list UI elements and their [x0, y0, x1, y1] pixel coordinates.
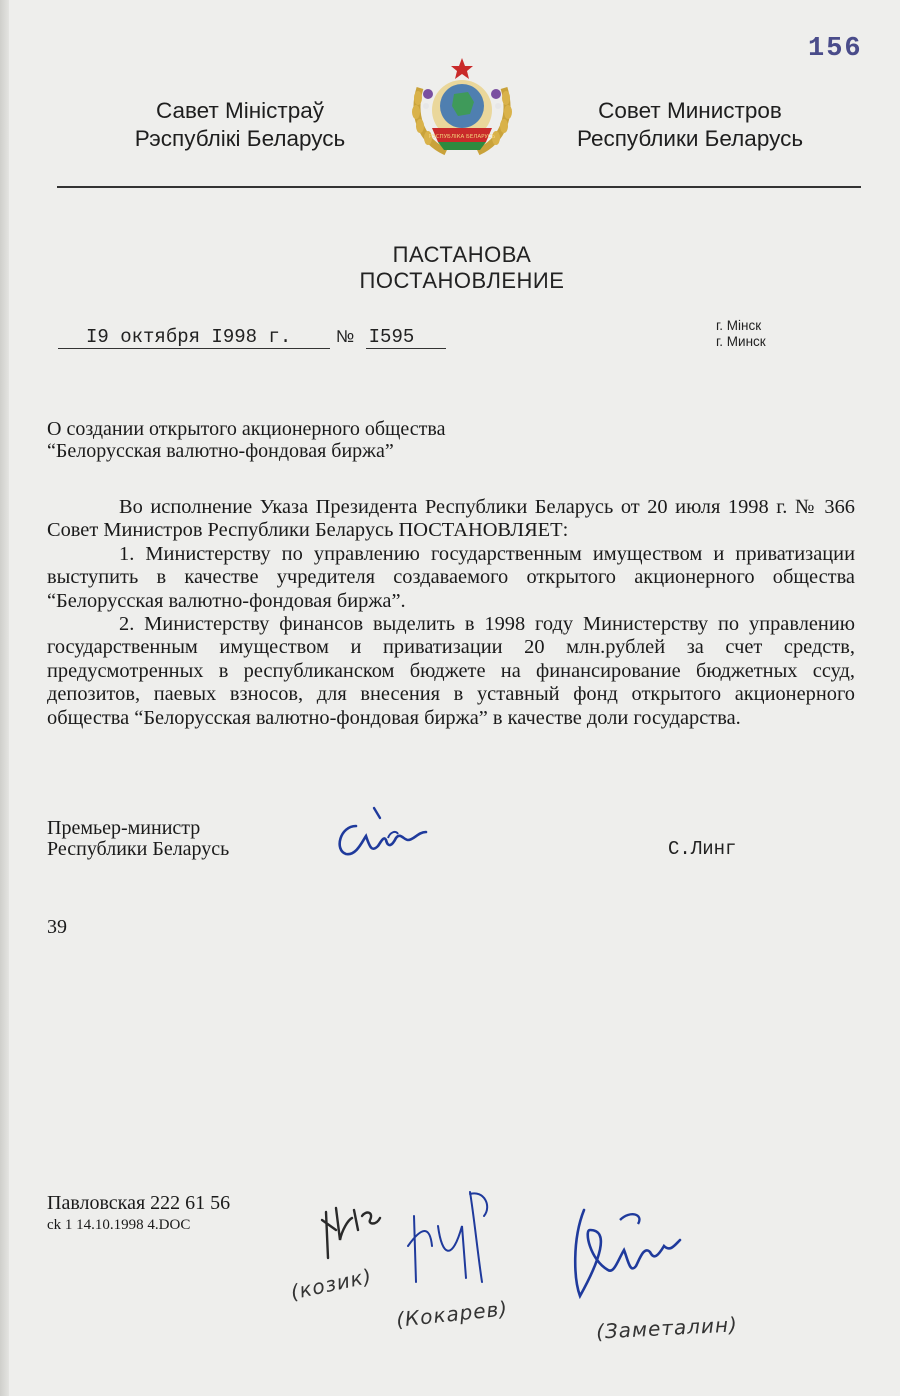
binding-edge: [0, 0, 9, 1396]
header-right-line2: Республики Беларусь: [576, 126, 804, 151]
visa-label-kokarev: (Кокарев): [395, 1296, 510, 1332]
header-right-line1: Совет Министров: [598, 98, 782, 123]
executor-name-phone: Павловская 222 61 56: [47, 1192, 231, 1214]
body-preamble: Во исполнение Указа Президента Республики Беларусь от 20 июля 1998 г. № 366 Совет Министров Республики Беларусь ПОСТАНОВЛЯЕТ:: [47, 496, 855, 542]
city-ru: г. Минск: [716, 334, 766, 349]
visa-signature-kokarev: [404, 1186, 500, 1296]
subject-line1: О создании открытого акционерного общества: [47, 418, 446, 440]
header-left: [110, 97, 370, 153]
header-left-line1: Савет Міністраў: [155, 98, 325, 123]
body-item-1: 1. Министерству по управлению государственным имуществом и приватизации выступить в качестве учредителя создаваемого открытого акционерного общества “Белорусская валютно-фондовая биржа”.: [47, 542, 855, 612]
signature-ling: [326, 796, 436, 868]
visa-label-kozik: (козик): [288, 1263, 375, 1305]
number-label: №: [336, 327, 355, 346]
signatory-title: [47, 818, 229, 860]
document-type-by: ПАСТАНОВА: [392, 242, 532, 267]
signatory-title-line2: Республики Беларусь: [47, 838, 230, 860]
signatory-title-line1: Премьер-министр: [47, 817, 201, 839]
coat-of-arms-emblem: [406, 54, 518, 160]
document-type: [300, 242, 624, 294]
visa-signature-kozik: [318, 1200, 388, 1270]
visa-signature-zametalin: [560, 1200, 690, 1312]
body-item-2: 2. Министерству финансов выделить в 1998 году Министерству по управлению государственным имуществом и приватизации 20 млн.рублей за счет средств, предусмотренных в республиканском бюджете на финансирование бюджетных ссуд, депозитов, паевых взносов, для внесения в уставный фонд открытого акционерного общества “Белорусская валютно-фондовая биржа” в качестве доли государства.: [47, 613, 855, 729]
date-number-line: [58, 326, 446, 349]
subject-line2: “Белорусская валютно-фондовая биржа”: [47, 440, 394, 462]
header-right: [560, 97, 820, 153]
visa-label-zametalin: (Заметалин): [595, 1312, 739, 1344]
city-by: г. Мінск: [716, 318, 762, 333]
signatory-name: С.Линг: [668, 838, 737, 860]
archive-number: 156: [808, 34, 863, 64]
header-left-line2: Рэспублікі Беларусь: [134, 126, 346, 151]
executor-file-ref: ck 1 14.10.1998 4.DOC: [47, 1217, 191, 1233]
city-block: [716, 318, 766, 350]
document-type-ru: ПОСТАНОВЛЕНИЕ: [359, 268, 565, 293]
page-count: 39: [47, 916, 67, 938]
document-number: I595: [366, 326, 446, 349]
executor-block: [47, 1192, 230, 1236]
header-divider: [57, 186, 861, 188]
document-date: I9 октября I998 г.: [58, 326, 330, 349]
document-body: [47, 496, 855, 730]
document-subject: [47, 418, 445, 462]
emblem-ribbon-text: РЭСПУБЛІКА БЕЛАРУСЬ: [428, 134, 496, 140]
